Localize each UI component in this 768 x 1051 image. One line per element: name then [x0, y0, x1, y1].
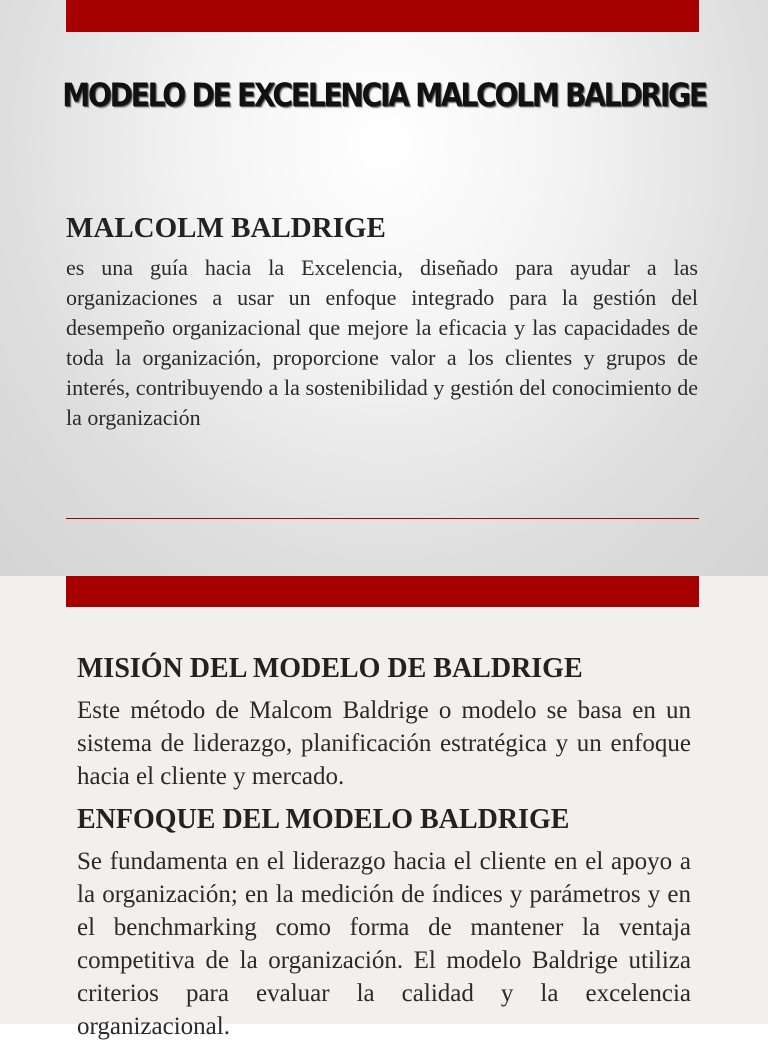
slide-2	[0, 576, 768, 1040]
slide-content	[77, 650, 691, 1051]
divider-line	[66, 518, 699, 519]
definition-paragraph: es una guía hacia la Excelencia, diseñado para ayudar a las organizaciones a usar un enfoque integrado para la gestión del desempeño organizacional que mejore la eficacia y las capacidades de toda la organización, proporcione valor a los clientes y grupos de interés, contribuyendo a la sostenibilidad y gestión del conocimiento de la organización	[66, 255, 698, 430]
top-accent-bar	[66, 576, 699, 607]
mission-paragraph: Este método de Malcom Baldrige o modelo se basa en un sistema de liderazgo, planificación estratégica y un enfoque hacia el cliente y mercado.	[77, 697, 691, 790]
mission-heading: MISIÓN DEL MODELO DE BALDRIGE	[77, 653, 583, 684]
slide-title: MODELO DE EXCELENCIA MALCOLM BALDRIGE	[62, 76, 706, 114]
section-heading-malcolm-baldrige: MALCOLM BALDRIGE	[66, 212, 386, 244]
top-accent-bar	[66, 0, 699, 32]
approach-heading: ENFOQUE DEL MODELO BALDRIGE	[77, 804, 570, 835]
approach-paragraph: Se fundamenta en el liderazgo hacia el cliente en el apoyo a la organización; en la medición de índices y parámetros y en el benchmarking como forma de mantener la ventaja competitiva de la organización. El modelo Baldrige utiliza criterios para evaluar la calidad y la excelencia organizacional.	[77, 848, 691, 1040]
